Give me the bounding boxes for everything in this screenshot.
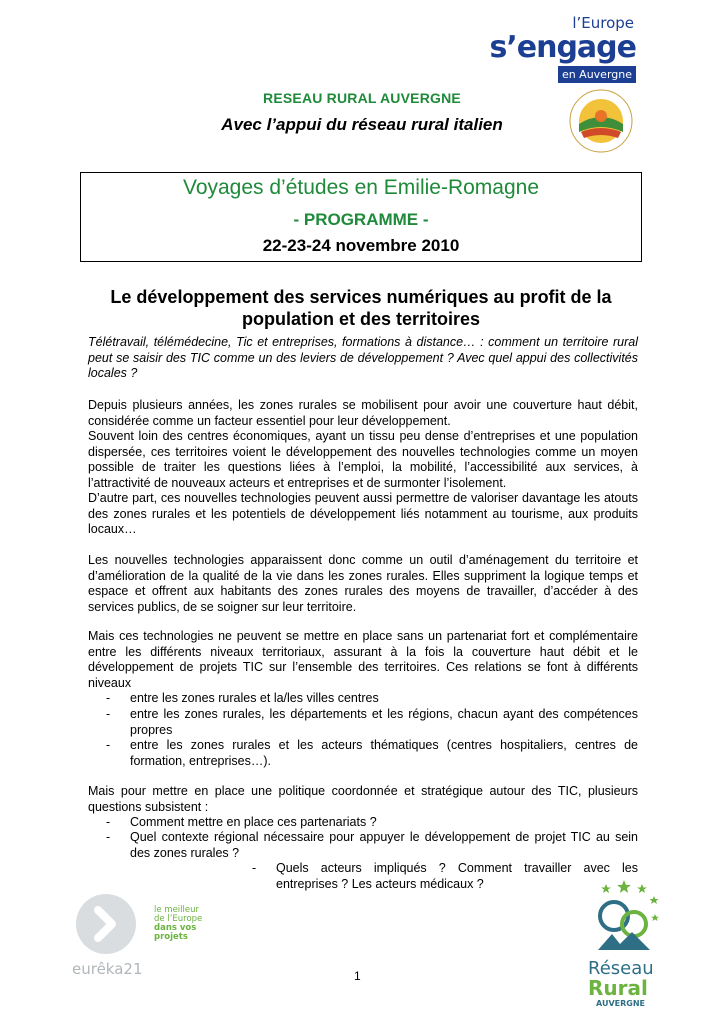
- bullet-dash: -: [106, 830, 111, 844]
- paragraph-3-text: Mais ces technologies ne peuvent se mettre en place sans un partenariat fort et complémentaire entre les différents niveaux territoriaux, assurant à la fois la couverture haut débit et le développement de projets TIC sur l’ensemble des territoires. Ces relations se font à différents niveaux: [88, 629, 638, 690]
- paragraph-2-text: Les nouvelles technologies apparaissent donc comme un outil d’aménagement du territoire et d’amélioration de la qualité de la vie dans les zones rurales. Elles suppriment la logique temps et espace et offrent aux habitants des zones rurales des moyens de travailler, d’accéder à des services publics, de se soigner sur leur territoire.: [88, 553, 638, 614]
- eu-logo-line2: s’engage: [489, 30, 636, 65]
- rr-logo-line3: AUVERGNE: [596, 999, 645, 1008]
- programme-title: Voyages d’études en Emilie-Romagne: [182, 176, 540, 199]
- eu-logo-line1: l’Europe: [572, 14, 634, 32]
- paragraph-1a: Depuis plusieurs années, les zones rurales se mobilisent pour avoir une couverture haut débit, considérée comme un facteur essentiel pour leur développement.: [88, 398, 638, 428]
- paragraph-2: [88, 553, 638, 615]
- reseau-rural-mark-icon: [588, 878, 664, 954]
- reseau-rural-auvergne-logo: [588, 878, 664, 1010]
- bullet-dash: -: [106, 691, 111, 705]
- bullet-dash: -: [106, 738, 111, 752]
- rr-logo-line2: Rural: [588, 976, 648, 1000]
- page-number: 1: [354, 969, 361, 983]
- paragraph-3: [88, 629, 638, 691]
- intro-paragraph: [88, 335, 638, 382]
- list-item-text: entre les zones rurales et la/les villes centres: [130, 691, 379, 705]
- list-item-text: entre les zones rurales, les départements et les régions, chacun ayant des compétences propres: [130, 707, 638, 737]
- bullet-dash: -: [106, 815, 111, 829]
- support-subtitle: Avec l’appui du réseau rural italien: [221, 115, 503, 134]
- tagline-line: le meilleur: [154, 905, 199, 915]
- eu-logo-line3: en Auvergne: [558, 66, 636, 83]
- programme-label: - PROGRAMME -: [293, 210, 429, 229]
- rr-logo-line1: Réseau: [588, 958, 654, 979]
- main-title: [80, 286, 642, 330]
- eureka21-logo: [72, 886, 212, 986]
- bullet-dash: -: [252, 861, 257, 875]
- list-item-text: Comment mettre en place ces partenariats ?: [130, 815, 377, 829]
- paragraph-1: [88, 398, 638, 538]
- list-item-text: Quel contexte régional nécessaire pour appuyer le développement de projet TIC au sein des zones rurales ?: [130, 830, 638, 860]
- tagline-line: de l’Europe: [154, 914, 203, 924]
- bullet-dash: -: [106, 707, 111, 721]
- main-title-line1: Le développement des services numériques au profit de la: [110, 287, 612, 307]
- paragraph-1c: D’autre part, ces nouvelles technologies peuvent aussi permettre de valoriser davantage les atouts des zones rurales et les potentiels de développement liés notamment au tourisme, aux produits locaux…: [88, 491, 638, 536]
- organization-title: RESEAU RURAL AUVERGNE: [263, 90, 461, 106]
- tagline-line: dans vos: [154, 923, 197, 933]
- programme-dates: 22-23-24 novembre 2010: [262, 236, 460, 255]
- europe-engage-logo: [489, 10, 636, 84]
- paragraph-4-text: Mais pour mettre en place une politique coordonnée et stratégique autour des TIC, plusieurs questions subsistent :: [88, 784, 638, 814]
- paragraph-1b: Souvent loin des centres économiques, ayant un tissu peu dense d’entreprises et une population dispersée, ces territoires voient le développement des nouvelles technologies comme un moyen possible de traiter les questions liées à l’emploi, la mobilité, l’accessibilité aux services, à l’attractivité de nouveaux acteurs et entreprises et de surmonter l’isolement.: [88, 429, 638, 490]
- intro-text: Télétravail, télémédecine, Tic et entreprises, formations à distance… : comment un territoire rural peut se saisir des TIC comme un des leviers de développement ? Avec quel appui des collectivités locales ?: [88, 335, 638, 380]
- paragraph-4: [88, 784, 638, 815]
- eureka21-tagline: [154, 906, 202, 942]
- list-item-text: entre les zones rurales et les acteurs thématiques (centres hospitaliers, centres de formation, entreprises…).: [130, 738, 638, 768]
- tagline-line: projets: [154, 932, 188, 942]
- list-item-text: Quels acteurs impliqués ? Comment travailler avec les entreprises ? Les acteurs médicaux ?: [276, 861, 638, 891]
- eureka21-name: eurêka21: [72, 960, 143, 978]
- main-title-line2: population et des territoires: [241, 309, 481, 329]
